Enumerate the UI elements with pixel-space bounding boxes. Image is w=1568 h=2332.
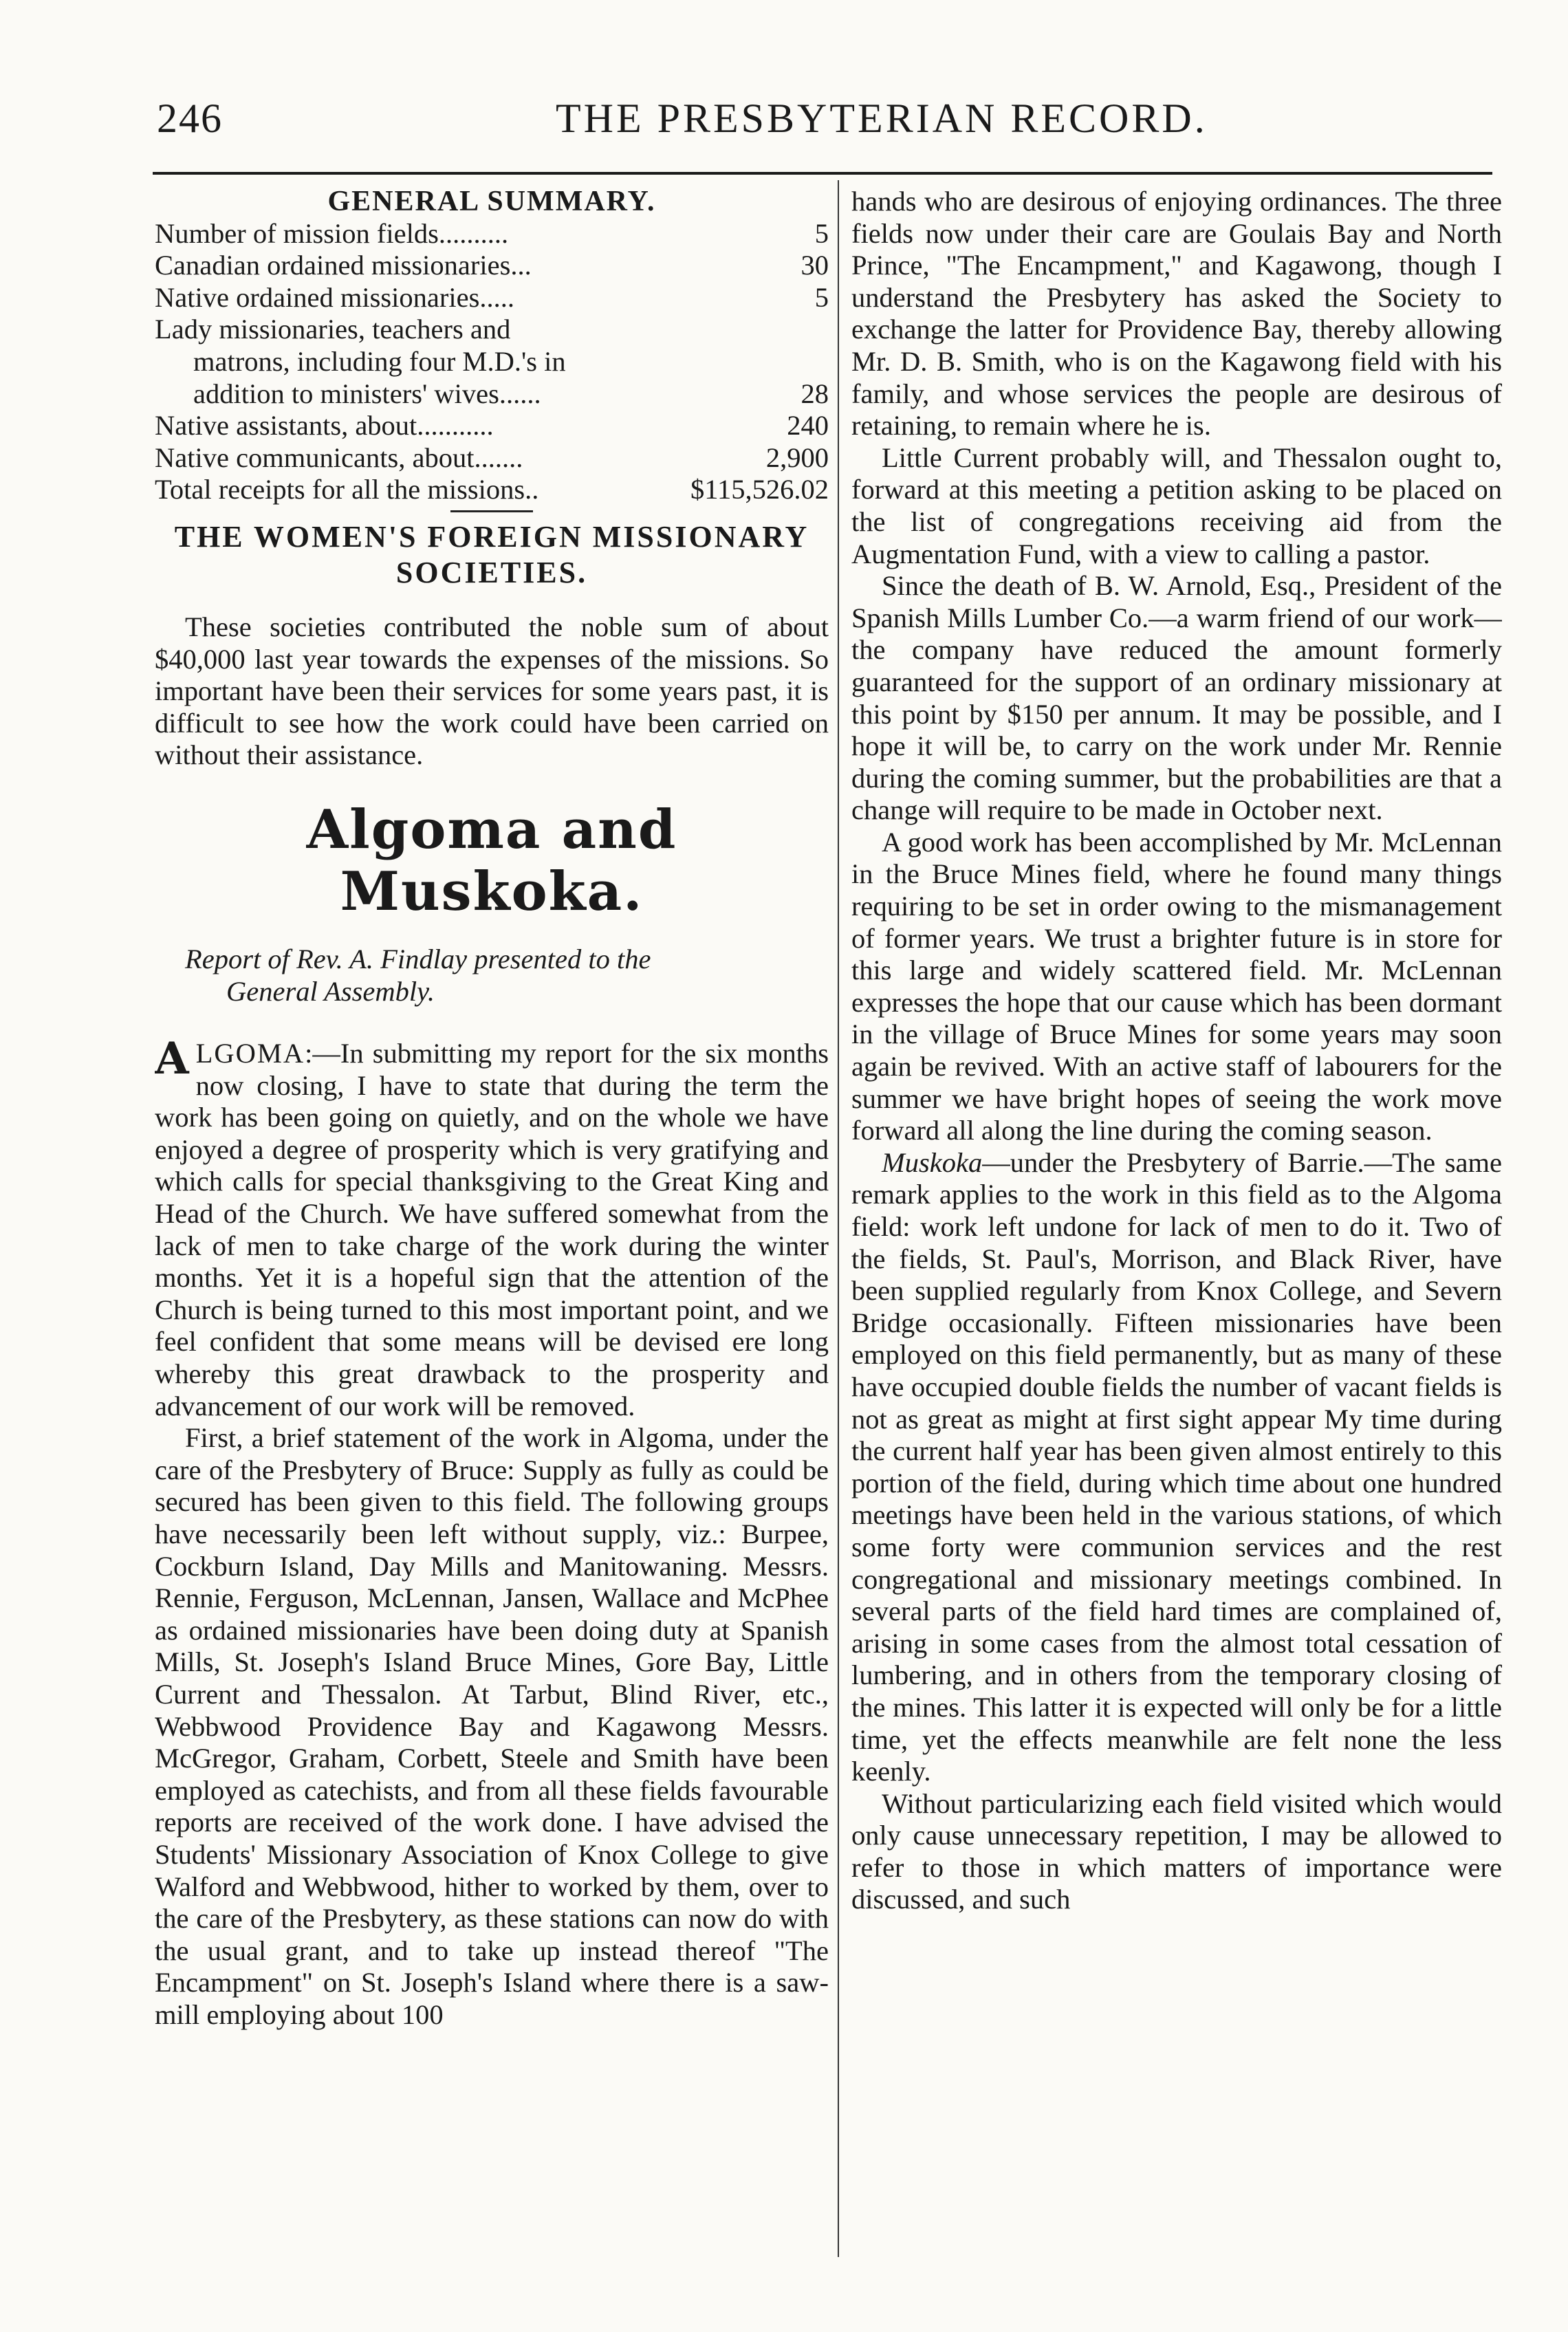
article-paragraph: Muskoka—under the Presbytery of Barrie.—The same remark applies to the work in this field as to the Algoma field: work left undone for lack of men to do it. Two of the fields, St. Paul's, Morrison, and Black River, have been supplied regularly from Knox College, and Severn Bridge occasionally. Fifteen missionaries have been employed on this field permanently, but as many of these have occupied double fields the number of vacant fields is not as great as might at first sight appear My time during the current half year has been given almost entirely to this portion of the field, during which time about one hundred meetings have been held in the various stations, of which some forty were communion services and the rest congregational and missionary meetings combined. In several parts of the field hard times are complained of, arising in some cases from the almost total cessation of lumbering, and in others from the temporary closing of the mines. This latter it is expected will only be for a little time, yet the effects meanwhile are felt none the less keenly. — [851, 1146, 1502, 1787]
article-paragraph: ALGOMA:—In submitting my report for the six months now closing, I have to state that during the term the work has been going on quietly, and on the whole we have enjoyed a degree of prosperity which is very gratifying and which calls for special thanksgiving to the Great King and Head of the Church. We have suffered somewhat from the lack of men to take charge of the work during the winter months. Yet it is a hopeful sign that the attention of the Church is being turned to this most important point, and we feel confident that some means will be devised ere long whereby this great drawback to the prosperity and advancement of our work will be removed. — [155, 1033, 829, 1421]
summary-row: Total receipts for all the missions.. $115,526.02 — [155, 474, 829, 505]
page-number: 246 — [157, 96, 223, 141]
summary-row: Native ordained missionaries..... 5 — [155, 281, 829, 313]
article-paragraph: Without particularizing each field visited which would only cause unnecessary repetition, I may be allowed to refer to those in which matters of importance were discussed, and such — [851, 1787, 1502, 1915]
running-title: THE PRESBYTERIAN RECORD. — [556, 96, 1208, 141]
summary-row: Native assistants, about........... 240 — [155, 410, 829, 442]
section-lead: Muskoka — [882, 1146, 983, 1178]
article-paragraph: Since the death of B. W. Arnold, Esq., President of the Spanish Mills Lumber Co.—a warm friend of our work—the company have reduced the amount formerly guaranteed for the support of an ordinary missionary at this point by $150 per annum. It may be possible, and I hope it will be, to carry on the work under Mr. Rennie during the coming summer, but the probabilities are that a change will require to be made in October next. — [851, 570, 1502, 826]
womens-society-title: THE WOMEN'S FOREIGN MISSIONARY SOCIETIES. — [174, 519, 809, 589]
page-header — [157, 95, 1491, 150]
summary-row: Lady missionaries, teachers and matrons, including four M.D.'s in addition to ministers' wives...... 28 — [155, 314, 829, 409]
article-byline: Report of Rev. A. Findlay presented to the General Assembly. — [185, 943, 651, 1007]
column-divider — [838, 180, 839, 2257]
article-heading: Algoma and Muskoka. — [306, 798, 677, 923]
article-paragraph: hands who are desirous of enjoying ordinances. The three fields now under their care are Goulais Bay and North Prince, "The Encampment," and Kagawong, though I understand the Presbytery has asked the Society to exchange the latter for Providence Bay, thereby allowing Mr. D. B. Smith, who is on the Kagawong field with his family, and whose services the people are desirous of retaining, to remain where he is. — [851, 186, 1502, 442]
general-summary-title: GENERAL SUMMARY. — [327, 186, 656, 217]
summary-row: Native communicants, about....... 2,900 — [155, 442, 829, 473]
article-paragraph: Little Current probably will, and Thessalon ought to, forward at this meeting a petition asking to be placed on the list of congregations receiving aid from the Augmentation Fund, with a view to calling a pastor. — [851, 442, 1502, 569]
lead-word: LGOMA — [195, 1038, 305, 1069]
article-paragraph: A good work has been accomplished by Mr. McLennan in the Bruce Mines field, where he found many things requiring to be set in order owing to the mismanagement of former years. We trust a brighter future is in store for this large and widely scattered field. Mr. McLennan expresses the hope that our cause which has been dormant in the village of Bruce Mines for some years may soon again be revived. With an active staff of labourers for the summer we have bright hopes of seeing the work move forward all along the line during the coming season. — [851, 826, 1502, 1146]
summary-row: Canadian ordained missionaries... 30 — [155, 250, 829, 281]
left-column — [155, 186, 829, 2249]
header-rule — [153, 172, 1492, 175]
article-paragraph: First, a brief statement of the work in Algoma, under the care of the Presbytery of Bruce: Supply as fully as could be secured has been given to this field. The following groups have necessarily been left without supply, viz.: Burpee, Cockburn Island, Day Mills and Manitowaning. Messrs. Rennie, Ferguson, McLennan, Jansen, Wallace and McPhee as ordained missionaries have been doing duty at Spanish Mills, St. Joseph's Island Bruce Mines, Gore Bay, Little Current and Thessalon. At Tarbut, Blind River, etc., Webbwood Providence Bay and Kagawong Messrs. McGregor, Graham, Corbett, Steele and Smith have been employed as catechists, and from all these fields favourable reports are received of the work done. I have advised the Students' Missionary Association of Knox College to give Walford and Webbwood, hither to worked by them, over to the care of the Presbytery, as these stations can now do with the usual grant, and to take up instead thereof "The Encampment" on St. Joseph's Island where there is a saw-mill employing about 100 — [155, 1422, 829, 2030]
drop-cap: A — [155, 1033, 189, 1085]
right-column — [851, 186, 1502, 2249]
section-rule — [450, 510, 533, 512]
womens-society-paragraph: These societies contributed the noble sum of about $40,000 last year towards the expenses of the missions. So important have been their services for some years past, it is difficult to see how the work could have been carried on without their assistance. — [155, 611, 829, 771]
general-summary-table — [155, 218, 829, 506]
summary-row: Number of mission fields.......... 5 — [155, 217, 829, 249]
